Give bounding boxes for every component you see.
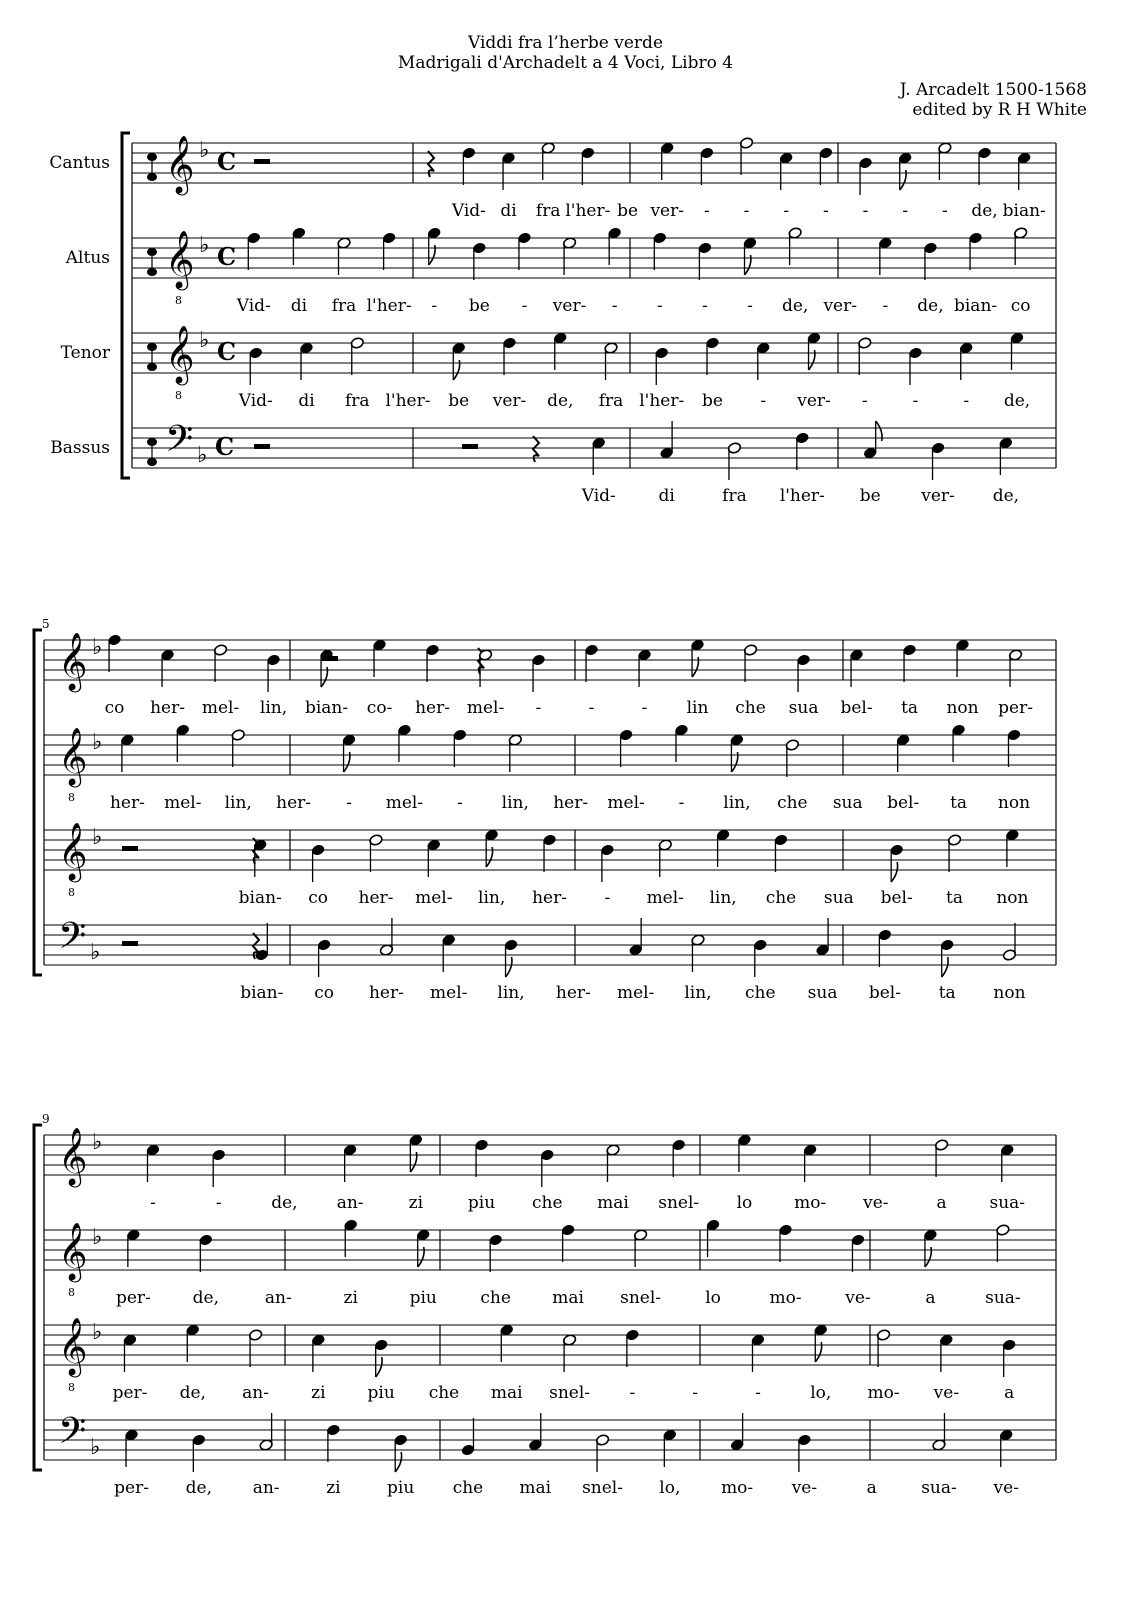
lyric-syllable: Vid- <box>238 391 273 411</box>
ambitus-note-head <box>147 343 157 351</box>
lyric-syllable: di <box>298 391 315 411</box>
lyric-syllable: l'her- <box>565 201 611 221</box>
octave-eight-marker: 8 <box>175 389 182 402</box>
lyric-syllable: sua- <box>921 1478 957 1498</box>
lyric-syllable: de, <box>271 1193 298 1213</box>
lyric-syllable: mo- <box>721 1478 754 1498</box>
flat-key-signature-icon: ♭ <box>92 635 103 660</box>
lyric-syllable: - <box>346 793 352 813</box>
lyric-syllable: - <box>456 793 463 813</box>
lyric-syllable: che <box>765 888 797 908</box>
lyric-syllable: non <box>997 793 1031 813</box>
lyric-syllable: che <box>532 1193 563 1213</box>
lyric-syllable: de, <box>917 296 944 316</box>
flat-key-signature-icon: ♭ <box>199 138 210 163</box>
lyric-syllable: - <box>963 391 970 411</box>
lyric-syllable: - <box>783 201 790 221</box>
lyric-syllable: - <box>747 296 753 316</box>
lyric-syllable: her- <box>415 698 450 718</box>
lyric-syllable: - <box>902 201 909 221</box>
lyric-syllable: bian- <box>304 698 349 718</box>
lyric-syllable: co- <box>366 698 393 718</box>
lyric-syllable: mel- <box>164 793 202 813</box>
lyric-syllable: ver- <box>921 486 955 506</box>
lyric-syllable: lin <box>686 698 709 718</box>
lyric-syllable: co <box>308 888 328 908</box>
lyric-syllable: non <box>993 983 1026 1003</box>
lyric-syllable: bian- <box>240 983 284 1003</box>
lyric-syllable: per- <box>114 1478 149 1498</box>
lyric-syllable: fra <box>722 486 747 506</box>
lyric-syllable: - <box>611 296 618 316</box>
lyric-syllable: sua <box>823 888 854 908</box>
lyric-syllable: lin, <box>501 793 529 813</box>
lyric-syllable: de, <box>1003 391 1031 411</box>
lyric-syllable: l'her- <box>366 296 412 316</box>
flat-key-signature-icon: ♭ <box>92 730 103 755</box>
lyric-syllable: ta <box>946 888 964 908</box>
lyric-syllable: - <box>692 1383 699 1403</box>
lyric-syllable: ve- <box>933 1383 960 1403</box>
lyric-syllable: sua <box>832 793 863 813</box>
lyric-syllable: ver- <box>823 296 858 316</box>
lyric-syllable: di <box>290 296 308 316</box>
lyric-syllable: an- <box>264 1288 292 1308</box>
lyric-syllable: mel- <box>385 793 424 813</box>
lyric-syllable: ve- <box>993 1478 1019 1498</box>
lyric-syllable: bian- <box>953 296 998 316</box>
lyric-syllable: mai <box>597 1193 629 1213</box>
treble-clef-icon: 𝄞 <box>165 135 195 193</box>
lyric-syllable: - <box>760 391 767 411</box>
flat-key-signature-icon: ♭ <box>90 1435 101 1460</box>
flat-key-signature-icon: ♭ <box>199 328 210 353</box>
system-bracket <box>34 630 42 975</box>
half-rest <box>254 444 270 449</box>
lyric-syllable: mo- <box>867 1383 900 1403</box>
lyric-syllable: Vid- <box>581 486 616 506</box>
lyric-syllable: per- <box>998 698 1033 718</box>
lyric-syllable: ver- <box>650 201 684 221</box>
note-flag <box>376 1357 382 1377</box>
lyric-syllable: ta <box>938 983 956 1003</box>
lyric-syllable: piu <box>387 1478 415 1498</box>
lyric-syllable: sua <box>807 983 838 1003</box>
lyric-syllable: sua- <box>985 1288 1021 1308</box>
lyric-syllable: de, <box>179 1383 206 1403</box>
lyric-syllable: mel- <box>201 698 240 718</box>
composer: J. Arcadelt 1500-1568 <box>899 80 1087 100</box>
lyric-syllable: - <box>215 1193 222 1213</box>
octave-eight-marker: 8 <box>68 1286 75 1299</box>
flat-key-signature-icon: ♭ <box>92 1320 103 1345</box>
lyric-syllable: piu <box>367 1383 395 1403</box>
lyric-syllable: mel- <box>430 983 468 1003</box>
lyric-syllable: fra <box>535 201 561 221</box>
lyric-syllable: co <box>1010 296 1031 316</box>
lyric-syllable: Vid- <box>451 201 486 221</box>
lyric-syllable: - <box>641 698 648 718</box>
system-bracket <box>122 133 130 478</box>
lyric-syllable: de, <box>192 1288 220 1308</box>
half-rest <box>462 444 478 449</box>
lyric-syllable: - <box>862 201 869 221</box>
lyric-syllable: ver- <box>797 391 831 411</box>
lyric-syllable: bian- <box>238 888 282 908</box>
lyric-syllable: zi <box>343 1288 358 1308</box>
lyric-syllable: her- <box>553 793 589 813</box>
lyric-syllable: non <box>946 698 979 718</box>
lyric-syllable: - <box>823 201 829 221</box>
lyric-syllable: mai <box>490 1383 523 1403</box>
part-name-altus: Altus <box>65 248 110 268</box>
bass-clef-icon: 𝄢 <box>58 915 87 966</box>
flat-key-signature-icon: ♭ <box>90 940 101 965</box>
piece-subtitle: Madrigali d'Archadelt a 4 Voci, Libro 4 <box>397 53 734 73</box>
treble-clef-icon: 𝄞 <box>165 230 195 288</box>
ambitus-note-head <box>147 153 157 161</box>
lyric-syllable: lo, <box>810 1383 832 1403</box>
lyric-syllable: lin, <box>709 888 737 908</box>
lyric-syllable: - <box>702 296 708 316</box>
measure-number: 5 <box>42 617 50 631</box>
note-flag <box>891 862 897 882</box>
time-signature: C <box>217 147 237 176</box>
note-flag <box>942 957 948 977</box>
lyric-syllable: an- <box>336 1193 364 1213</box>
ambitus-note-head <box>147 173 157 181</box>
lyric-syllable: che <box>735 698 766 718</box>
lyric-syllable: mel- <box>646 888 684 908</box>
lyric-syllable: mel- <box>616 983 655 1003</box>
lyric-syllable: - <box>912 391 919 411</box>
octave-eight-marker: 8 <box>175 294 182 307</box>
treble-clef-icon: 𝄞 <box>58 1222 88 1280</box>
lyric-syllable: mel- <box>607 793 645 813</box>
lyric-syllable: her- <box>368 983 404 1003</box>
lyric-syllable: be <box>617 201 639 221</box>
lyric-syllable: lin, <box>259 698 288 718</box>
bass-clef-icon: 𝄢 <box>165 418 194 469</box>
lyric-syllable: ta <box>901 698 919 718</box>
lyric-syllable: de, <box>781 296 809 316</box>
ambitus-note-head <box>147 438 157 446</box>
lyric-syllable: fra <box>331 296 357 316</box>
lyric-syllable: sua <box>788 698 819 718</box>
half-rest <box>122 846 138 851</box>
lyric-syllable: her- <box>109 793 145 813</box>
time-signature: C <box>217 337 237 366</box>
treble-clef-icon: 𝄞 <box>58 822 88 880</box>
lyric-syllable: di <box>658 486 675 506</box>
lyric-syllable: - <box>743 201 750 221</box>
lyric-syllable: l'her- <box>385 391 431 411</box>
lyric-syllable: zi <box>408 1193 424 1213</box>
lyric-syllable: bian- <box>1002 201 1046 221</box>
lyric-syllable: che <box>428 1383 460 1403</box>
lyric-syllable: her- <box>358 888 394 908</box>
octave-eight-marker: 8 <box>68 791 75 804</box>
lyric-syllable: bel- <box>887 793 920 813</box>
lyric-syllable: be <box>859 486 881 506</box>
lyric-syllable: che <box>452 1478 484 1498</box>
lyric-syllable: de, <box>992 486 1020 506</box>
lyric-syllable: mo- <box>794 1193 827 1213</box>
part-name-tenor: Tenor <box>60 343 110 363</box>
system-bracket <box>34 1125 42 1470</box>
lyric-syllable: her- <box>555 983 591 1003</box>
half-rest <box>254 159 270 164</box>
lyric-syllable: her- <box>276 793 312 813</box>
lyric-syllable: snel- <box>549 1383 591 1403</box>
lyric-syllable: - <box>656 296 663 316</box>
lyric-syllable: fra <box>344 391 370 411</box>
lyric-syllable: - <box>588 698 595 718</box>
lyric-syllable: - <box>678 793 685 813</box>
lyric-syllable: lo, <box>659 1478 681 1498</box>
lyric-syllable: che <box>745 983 776 1003</box>
lyric-syllable: be <box>448 391 470 411</box>
lyric-syllable: che <box>777 793 808 813</box>
lyric-syllable: a <box>1004 1383 1015 1403</box>
lyric-syllable: mai <box>552 1288 584 1308</box>
lyric-syllable: mel- <box>466 698 505 718</box>
lyric-syllable: sua- <box>989 1193 1026 1213</box>
lyric-syllable: ver- <box>552 296 587 316</box>
lyric-syllable: ta <box>950 793 968 813</box>
lyric-syllable: a <box>925 1288 936 1308</box>
lyric-syllable: zi <box>326 1478 341 1498</box>
lyric-syllable: piu <box>467 1193 496 1213</box>
lyric-syllable: bel- <box>840 698 873 718</box>
measure-number: 9 <box>42 1112 50 1126</box>
lyric-syllable: lin, <box>497 983 525 1003</box>
lyric-syllable: mel- <box>415 888 453 908</box>
lyric-syllable: di <box>500 201 517 221</box>
lyric-syllable: co <box>104 698 125 718</box>
part-name-cantus: Cantus <box>49 153 110 173</box>
lyric-syllable: her- <box>150 698 185 718</box>
piece-title: Viddi fra l’herbe verde <box>467 33 664 53</box>
editor: edited by R H White <box>912 100 1087 120</box>
octave-eight-marker: 8 <box>68 1381 75 1394</box>
half-rest <box>122 941 138 946</box>
note-flag <box>395 1452 401 1472</box>
lyric-syllable: - <box>604 888 611 908</box>
flat-key-signature-icon: ♭ <box>197 443 208 468</box>
note-flag <box>506 957 512 977</box>
lyric-syllable: an- <box>242 1383 269 1403</box>
lyric-syllable: che <box>480 1288 511 1308</box>
lyric-syllable: bel- <box>880 888 913 908</box>
bass-clef-icon: 𝄢 <box>58 1410 87 1461</box>
lyric-syllable: be <box>468 296 490 316</box>
part-name-bassus: Bassus <box>50 438 110 458</box>
lyric-syllable: de, <box>547 391 574 411</box>
time-signature: C <box>217 242 237 271</box>
lyric-syllable: - <box>150 1193 156 1213</box>
flat-key-signature-icon: ♭ <box>92 825 103 850</box>
lyric-syllable: - <box>755 1383 761 1403</box>
treble-clef-icon: 𝄞 <box>165 325 195 383</box>
flat-key-signature-icon: ♭ <box>92 1225 103 1250</box>
lyric-syllable: snel- <box>582 1478 624 1498</box>
lyric-syllable: lin, <box>478 888 506 908</box>
lyric-syllable: de, <box>185 1478 213 1498</box>
treble-clef-icon: 𝄞 <box>58 727 88 785</box>
treble-clef-icon: 𝄞 <box>58 1127 88 1185</box>
lyric-syllable: mai <box>519 1478 552 1498</box>
ambitus-note-head <box>147 363 157 371</box>
lyric-syllable: an- <box>252 1478 280 1498</box>
lyric-syllable: non <box>996 888 1029 908</box>
ambitus-note-head <box>147 268 157 276</box>
lyric-syllable: snel- <box>658 1193 700 1213</box>
lyric-syllable: piu <box>409 1288 437 1308</box>
time-signature: C <box>215 432 235 461</box>
lyric-syllable: l'her- <box>639 391 685 411</box>
lyric-syllable: a <box>866 1478 877 1498</box>
lyric-syllable: de, <box>971 201 998 221</box>
lyric-syllable: ver- <box>492 391 527 411</box>
lyric-syllable: her- <box>532 888 567 908</box>
lyric-syllable: lin, <box>723 793 751 813</box>
lyric-syllable: lin, <box>224 793 252 813</box>
lyric-syllable: a <box>936 1193 947 1213</box>
octave-eight-marker: 8 <box>68 886 75 899</box>
lyric-syllable: per- <box>115 1288 151 1308</box>
lyric-syllable: ve- <box>845 1288 871 1308</box>
lyric-syllable: ve- <box>863 1193 889 1213</box>
lyric-syllable: ve- <box>791 1478 818 1498</box>
lyric-syllable: Vid- <box>236 296 271 316</box>
lyric-syllable: snel- <box>620 1288 662 1308</box>
lyric-syllable: - <box>431 296 438 316</box>
lyric-syllable: - <box>882 296 889 316</box>
lyric-syllable: l'her- <box>779 486 825 506</box>
lyric-syllable: co <box>314 983 334 1003</box>
lyric-syllable: lo <box>736 1193 753 1213</box>
lyric-syllable: fra <box>598 391 624 411</box>
lyric-syllable: lin, <box>684 983 712 1003</box>
treble-clef-icon: 𝄞 <box>58 632 88 690</box>
flat-key-signature-icon: ♭ <box>199 233 210 258</box>
lyric-syllable: lo <box>705 1288 721 1308</box>
lyric-syllable: per- <box>112 1383 148 1403</box>
ambitus-note-head <box>147 248 157 256</box>
lyric-syllable: - <box>942 201 948 221</box>
treble-clef-icon: 𝄞 <box>58 1317 88 1375</box>
flat-key-signature-icon: ♭ <box>92 1130 103 1155</box>
lyric-syllable: be <box>702 391 723 411</box>
lyric-syllable: - <box>704 201 710 221</box>
lyric-syllable: - <box>629 1383 636 1403</box>
ambitus-note-head <box>147 458 157 466</box>
lyric-syllable: - <box>861 391 868 411</box>
lyric-syllable: - <box>535 698 542 718</box>
lyric-syllable: bel- <box>868 983 901 1003</box>
lyric-syllable: mo- <box>769 1288 802 1308</box>
lyric-syllable: - <box>521 296 528 316</box>
lyric-syllable: zi <box>311 1383 326 1403</box>
